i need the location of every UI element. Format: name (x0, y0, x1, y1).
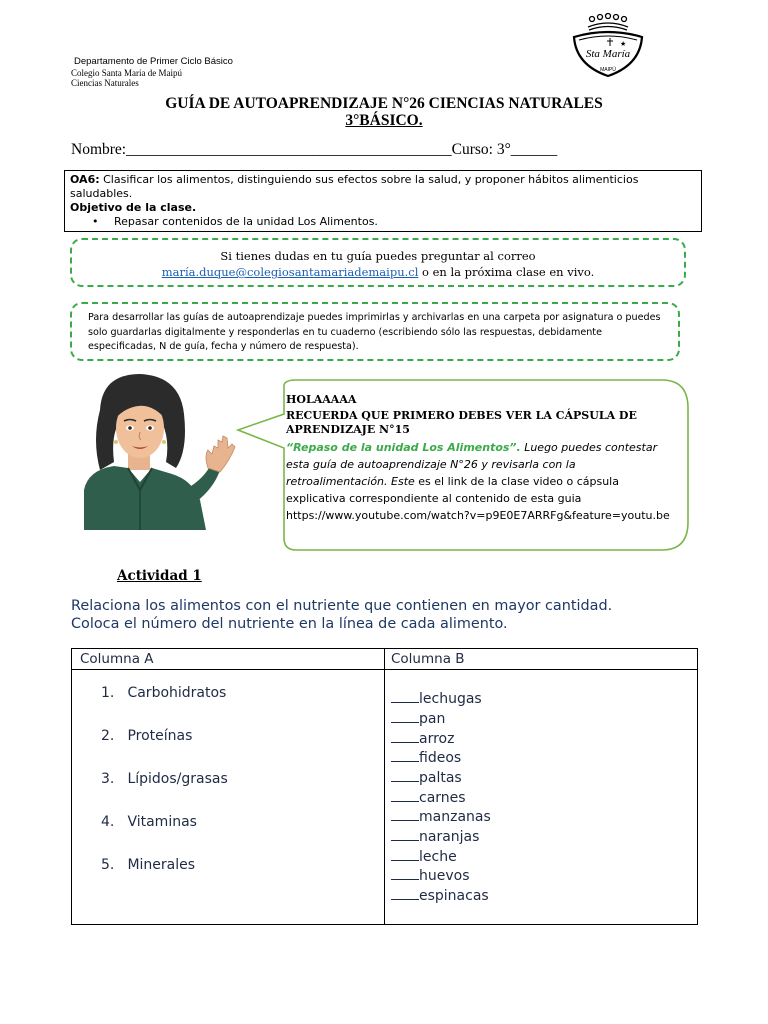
nutrient-item: 5. Minerales (101, 857, 196, 873)
nutrient-item: 4. Vitaminas (101, 814, 197, 830)
name-field[interactable]: __________________________________________ (126, 141, 452, 158)
nutrient-item: 2. Proteínas (101, 728, 193, 744)
food-item[interactable]: fideos (391, 747, 461, 766)
school-label: Colegio Santa María de Maipú (71, 68, 182, 78)
contact-email-link[interactable]: maría.duque@colegiosantamariademaipu.cl (161, 265, 419, 279)
answer-blank (391, 747, 419, 762)
column-a-header: Columna A (80, 651, 154, 667)
video-link[interactable]: https://www.youtube.com/watch?v=p9E0E7ARRFg&feature=youtu.be (286, 509, 670, 522)
title-line-1: GUÍA DE AUTOAPRENDIZAJE N°26 CIENCIAS NATURALES (165, 95, 603, 112)
logo-subtext: MAIPÚ (600, 67, 616, 73)
bubble-greeting: HOLAAAAA (286, 393, 357, 406)
answer-blank (391, 787, 419, 802)
instruction-line-1: Relaciona los alimentos con el nutriente que contienen en mayor cantidad. (71, 598, 613, 614)
objectives-box (64, 170, 702, 232)
oa-text: Clasificar los alimentos, distinguiendo sus efectos sobre la salud, y proponer hábitos alimenticios saludables. (70, 173, 639, 200)
instruction-line-2: Coloca el número del nutriente en la línea de cada alimento. (71, 616, 508, 632)
food-item[interactable]: manzanas (391, 806, 491, 825)
food-item[interactable]: arroz (391, 728, 454, 747)
food-item[interactable]: huevos (391, 865, 470, 884)
answer-blank (391, 826, 419, 841)
food-item[interactable]: lechugas (391, 688, 482, 707)
info-box (70, 302, 680, 361)
food-item[interactable]: espinacas (391, 885, 489, 904)
contact-box (70, 238, 686, 287)
info-text: Para desarrollar las guías de autoaprendizaje puedes imprimirlas y archivarlas en una carpeta por asignatura o puedes solo guardarlas digitalmente y responderlas en tu cuaderno (escribiendo sólo las respuestas, debidamente especificadas, N de guía, fecha y número de respuesta). (88, 312, 661, 352)
course-field[interactable]: ______ (510, 141, 558, 158)
subject-label: Ciencias Naturales (71, 78, 139, 88)
bubble-content (286, 393, 676, 524)
course-label: Curso: 3° (451, 141, 511, 158)
bubble-italic-1: Luego puedes contestar esta guía de autoaprendizaje N°26 y revisarla con la retroalimentación. (286, 441, 658, 488)
teacher-avatar (80, 370, 240, 530)
bubble-normal-text: es el link de la clase video o cápsula explicativa correspondiente al contenido de esta guia (286, 475, 619, 505)
contact-line-1: Si tienes dudas en tu guía puedes preguntar al correo (220, 249, 536, 263)
title-line-2: 3°BÁSICO. (345, 112, 423, 129)
objective-bullet: Repasar contenidos de la unidad Los Alimentos. (114, 215, 378, 228)
matching-table (71, 648, 698, 925)
food-item[interactable]: pan (391, 708, 445, 727)
activity-title: Actividad 1 (117, 568, 202, 584)
bubble-italic-2: Este (387, 475, 415, 488)
answer-blank (391, 846, 419, 861)
answer-blank (391, 806, 419, 821)
nutrient-item: 1. Carbohidratos (101, 685, 227, 701)
svg-text:★: ★ (620, 40, 627, 48)
capsule-title: “Repaso de la unidad Los Alimentos”. (286, 441, 521, 454)
answer-blank (391, 865, 419, 880)
food-item[interactable]: naranjas (391, 826, 479, 845)
food-item[interactable]: carnes (391, 787, 466, 806)
food-item[interactable]: paltas (391, 767, 462, 786)
answer-blank (391, 885, 419, 900)
oa-label: OA6: (70, 173, 100, 186)
answer-blank (391, 688, 419, 703)
department-label: Departamento de Primer Ciclo Básico (74, 56, 233, 67)
nutrient-item: 3. Lípidos/grasas (101, 771, 228, 787)
bullet-symbol: • (92, 215, 99, 228)
activity-instruction (71, 597, 711, 633)
bubble-reminder: RECUERDA QUE PRIMERO DEBES VER LA CÁPSULA DE APRENDIZAJE N°15 (286, 409, 637, 436)
name-label: Nombre: (71, 141, 127, 158)
contact-line-2: o en la próxima clase en vivo. (418, 265, 595, 279)
school-logo (570, 13, 646, 79)
page-title (60, 95, 708, 129)
answer-blank (391, 767, 419, 782)
logo-text: Sta María (585, 48, 631, 60)
food-item[interactable]: leche (391, 846, 457, 865)
objective-label: Objetivo de la clase. (70, 201, 197, 214)
name-course-row (71, 141, 557, 159)
bubble-body (286, 439, 676, 524)
answer-blank (391, 728, 419, 743)
answer-blank (391, 708, 419, 723)
column-b-header: Columna B (391, 651, 465, 667)
